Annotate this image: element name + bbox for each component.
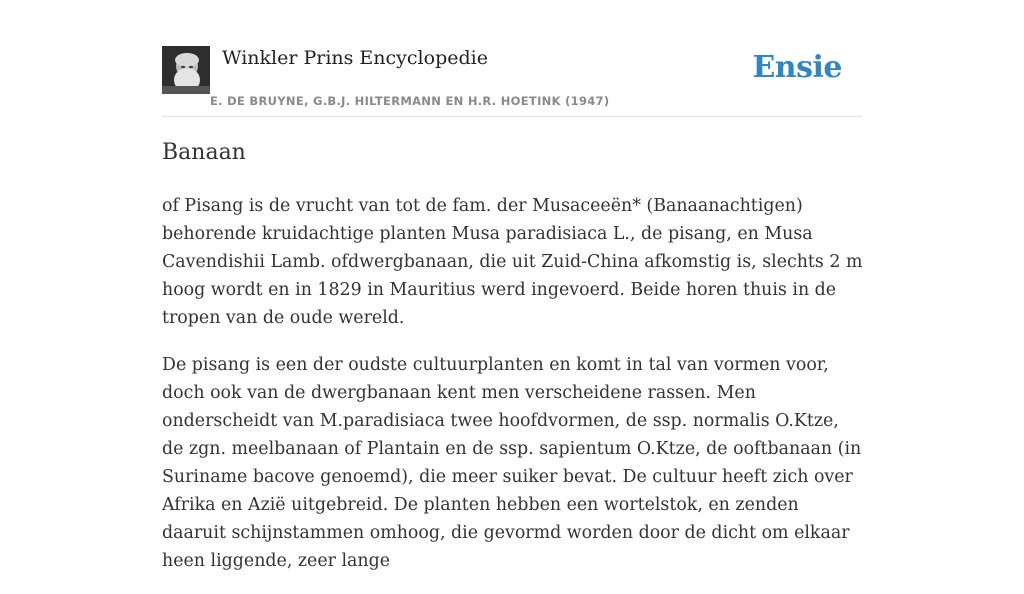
source-header (162, 46, 862, 117)
author-portrait-icon (162, 46, 210, 94)
entry-title: Banaan (162, 140, 246, 165)
source-authors: E. DE BRUYNE, G.B.J. HILTERMANN EN H.R. HOETINK (1947) (210, 94, 610, 108)
entry-paragraph: De pisang is een der oudste cultuurplanten en komt in tal van vormen voor, doch ook van de dwergbanaan kent men verscheidene rassen. Men onderscheidt van M.paradisiaca twee hoofdvormen, de ssp. normalis O.Ktze, de zgn. meelbanaan of Plantain en de ssp. sapientum O.Ktze, de ooftbanaan (in Suriname bacove genoemd), die meer suiker bevat. De cultuur heeft zich over Afrika en Azië uitgebreid. De planten hebben een wortelstok, en zenden daaruit schijnstammen omhoog, die gevormd worden door de dicht om elkaar heen liggende, zeer lange (162, 355, 862, 571)
author-avatar[interactable] (162, 46, 210, 94)
ensie-logo[interactable]: Ensie (752, 50, 842, 85)
entry-paragraph: of Pisang is de vrucht van tot de fam. der Musaceeën* (Banaanachtigen) behorende kruidachtige planten Musa paradisiaca L., de pisang, en Musa Cavendishii Lamb. ofdwergbanaan, die uit Zuid-China afkomstig is, slechts 2 m hoog wordt en in 1829 in Mauritius werd ingevoerd. Beide horen thuis in de tropen van de oude wereld. (162, 196, 863, 328)
source-title[interactable]: Winkler Prins Encyclopedie (222, 47, 488, 69)
entry-body (162, 192, 864, 594)
